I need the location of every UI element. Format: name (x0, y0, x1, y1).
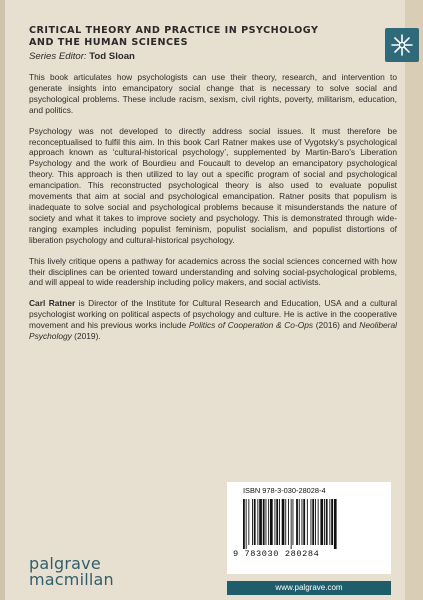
book-title-1: Politics of Cooperation & Co-Ops (188, 320, 314, 331)
barcode-bar (291, 499, 292, 549)
barcode-bar (307, 499, 308, 545)
barcode-bar (248, 499, 249, 545)
publisher-name-line1: palgrave (29, 554, 101, 573)
book-title-2: Neoliberal Psychology (29, 320, 397, 342)
publisher-name-line2: macmillan (29, 570, 114, 589)
barcode-bar (243, 499, 245, 549)
blurb-paragraph-1: This book articulates how psychologists can use their theory, research, and intervention to generate insights into emancipatory social change that is necessary to solve social and psychological problems. These include racism, sexism, civil rights, poverty, militarism, education, and politics. (29, 72, 397, 115)
barcode-bar (324, 499, 325, 545)
series-editor (29, 50, 359, 63)
barcode-bar (293, 499, 294, 545)
barcode-bar (296, 499, 298, 545)
author-name: Carl Ratner (29, 298, 76, 309)
barcode-bar (334, 499, 337, 549)
publisher-website[interactable]: www.palgrave.com (227, 581, 391, 595)
blurb-paragraph-2: Psychology was not developed to directly address social issues. It must therefore be reconceptualised to fulfil this aim. In this book Carl Ratner makes use of Vygotsky’s psychological approach known as ‘cultural-historical psychology’, supplemented by Martin-Baro’s Liberation Psychology and the work of Bourdieu and Foucault to develop an emancipatory psychological theory. This approach is then utilized to lay out a specific program of social and psychological emancipation. This reconstructed psychological theory is also used to evaluate populist movements that aim at social and psychological emancipation. Ratner posits that populism is inadequate to solve social and psychological problems because it misunderstands the nature of society and what it takes to improve society and psychology. This is demonstrated through wide-ranging examples including populist feminism, populist socialism, and populist distortions of liberation psychology and cultural-historical psychology. (29, 125, 397, 245)
barcode-bar (312, 499, 314, 545)
barcode-bar (299, 499, 300, 545)
barcode-bar (275, 499, 276, 545)
barcode-bar (259, 499, 262, 545)
barcode-bar (268, 499, 269, 545)
barcode-bar (285, 499, 286, 545)
barcode-bar (315, 499, 316, 545)
author-bio (29, 298, 397, 342)
series-title-line1: CRITICAL THEORY AND PRACTICE IN PSYCHOLOGY (29, 25, 319, 36)
barcode (243, 499, 381, 549)
isbn-barcode-box (227, 482, 391, 574)
isbn-label: ISBN 978-3-030-28028-4 (243, 486, 326, 495)
series-header (29, 25, 359, 63)
barcode-bar (266, 499, 267, 545)
barcode-bar (326, 499, 328, 545)
barcode-bar (263, 499, 265, 545)
barcode-bar (279, 499, 280, 545)
author-bio-text: is Director of the Institute for Cultural Research and Education, USA and a cultural psychologist working on political aspects of psychology and culture. He is active in the cooperative movement and his previous works include (29, 298, 397, 331)
barcode-digits: 9 783030 280284 (233, 549, 320, 559)
series-logo (385, 28, 419, 62)
series-editor-label: Series Editor: (29, 51, 87, 62)
blurb-paragraph-3: This lively critique opens a pathway for academics across the social sciences concerned with how their disciplines can be oriented toward understanding and solving social-psychological problems, and will appeal to wide readership including policy makers, and social activists. (29, 255, 397, 288)
barcode-bar (257, 499, 258, 545)
cover-edge-band (405, 0, 423, 600)
blurb (29, 72, 397, 352)
barcode-bar (288, 499, 289, 545)
barcode-bar (252, 499, 253, 545)
barcode-bar (329, 499, 330, 545)
barcode-bar (318, 499, 319, 545)
barcode-bar (270, 499, 273, 545)
barcode-bar (303, 499, 305, 545)
barcode-bar (311, 499, 312, 545)
spine-strip (0, 0, 5, 600)
series-title-line2: AND THE HUMAN SCIENCES (29, 37, 188, 48)
series-editor-name: Tod Sloan (89, 51, 135, 62)
barcode-bar (302, 499, 303, 545)
compass-star-icon (389, 32, 415, 58)
barcode-bar (282, 499, 285, 545)
barcode-bar (254, 499, 256, 545)
publisher-logo (29, 556, 114, 588)
barcode-bar (276, 499, 278, 545)
barcode-bar (246, 499, 247, 549)
book-year-2: (2019). (71, 331, 101, 342)
barcode-bar (331, 499, 333, 545)
barcode-bar (320, 499, 323, 545)
book-year-1: (2016) and (313, 320, 360, 331)
